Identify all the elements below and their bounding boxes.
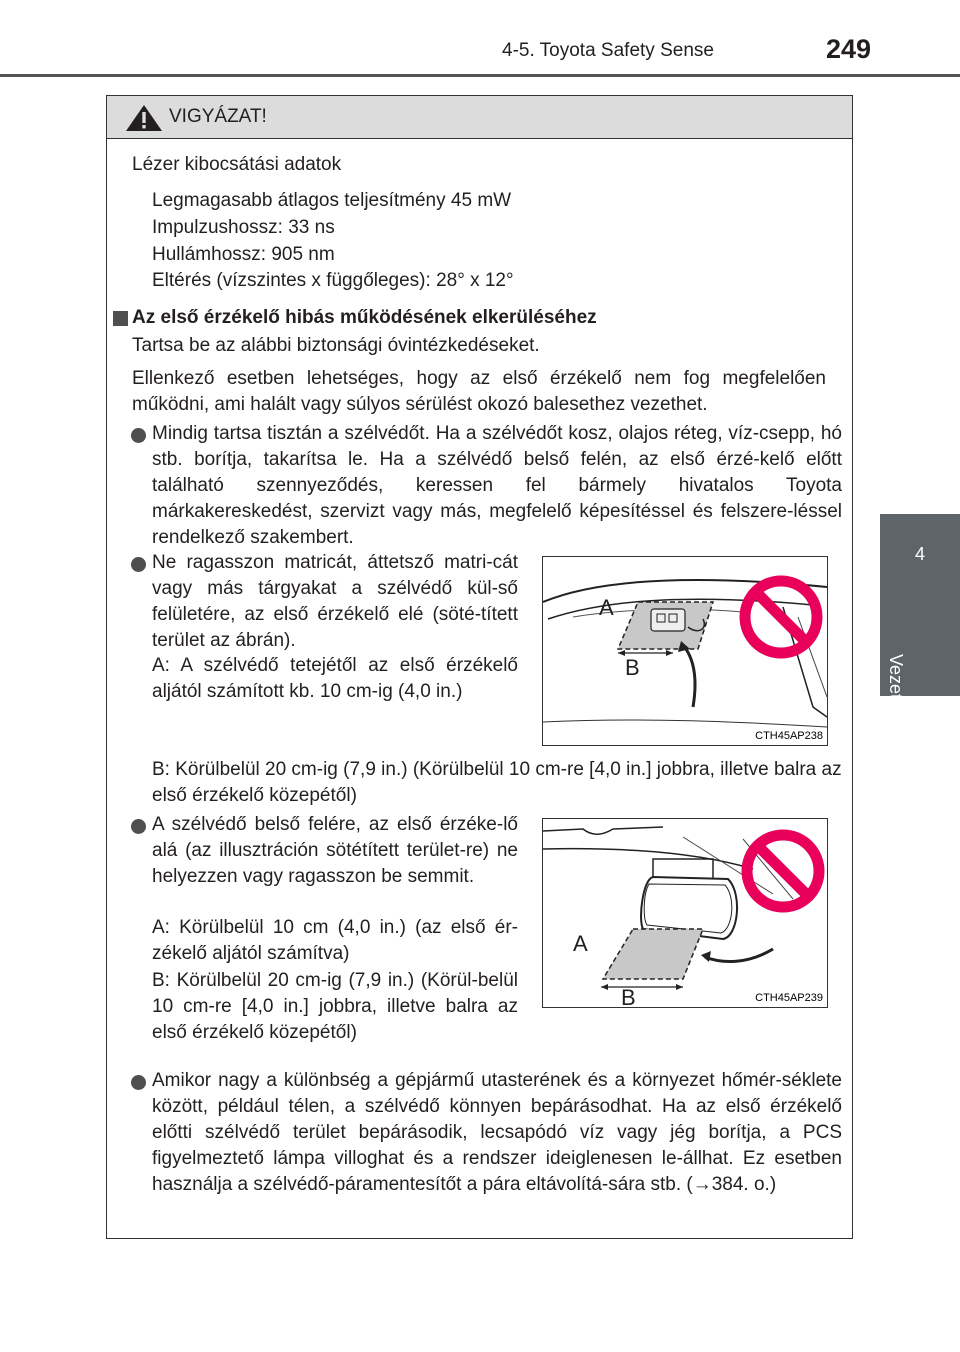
bullet-text: Mindig tartsa tisztán a szélvédőt. Ha a szélvédőt kosz, olajos réteg, víz-csepp, hó stb. borítja, takarítsa le. Ha a szélvédő belső felén, az első érzé-kelő előtt található szennyeződés, keressen fel bármely hivatalos Toyota márkakereskedést, szervizt vagy más, megfelelő képesítéssel és felszere-léssel rendelkező szakembert. <box>152 423 842 548</box>
laser-spec: Impulzushossz: 33 ns <box>152 217 335 238</box>
bullet-note-a: A: Körülbelül 10 cm (4,0 in.) (az első ér-zékelő aljától számítva) <box>152 917 518 964</box>
page-number: 249 <box>826 34 872 64</box>
warning-title: VIGYÁZAT! <box>169 106 267 127</box>
header-rule <box>0 74 960 77</box>
figure-2-label-a: A <box>573 931 588 956</box>
section-title: Az első érzékelő hibás működésének elkerüléséhez <box>132 307 597 328</box>
figure-1-code: CTH45AP238 <box>755 730 823 742</box>
figure-1-label-b: B <box>625 655 640 680</box>
figure-1-illustration <box>543 557 827 745</box>
figure-windshield-inside <box>542 818 828 1008</box>
warning-triangle-icon <box>125 104 163 132</box>
warning-header <box>107 96 852 139</box>
figure-1-label-a: A <box>599 595 614 620</box>
bullet-note-a: A: A szélvédő tetejétől az első érzékelő aljától számított kb. 10 cm-ig (4,0 in.) <box>152 655 518 702</box>
laser-spec: Hullámhossz: 905 nm <box>152 244 335 265</box>
bullet-note-b: B: Körülbelül 20 cm-ig (7,9 in.) (Körül-belül 10 cm-re [4,0 in.] jobbra, illetve balra az első érzékelő közepétől) <box>152 970 518 1043</box>
intro-text: Tartsa be az alábbi biztonsági óvintézkedéseket. <box>132 335 540 356</box>
bullet-text: Ne ragasszon matricát, áttetsző matri-cát vagy más tárgyakat a szélvédő kül-ső felületére, az első érzékelő elé (söté-tített terület az ábrán). <box>152 552 518 651</box>
bullet-note-b: B: Körülbelül 20 cm-ig (7,9 in.) (Körülbelül 10 cm-re [4,0 in.] jobbra, illetve balra az első érzékelő közepétől) <box>152 759 842 806</box>
figure-2-illustration <box>543 819 827 1007</box>
bullet-icon <box>131 1075 146 1090</box>
figure-2-label-b: B <box>621 985 636 1008</box>
laser-heading: Lézer kibocsátási adatok <box>132 154 342 175</box>
chapter-label: Vezetés <box>886 654 906 719</box>
bullet-text: A szélvédő belső felére, az első érzéke-lő alá (az illusztráción sötétített terület-re) ne helyezzen vagy ragasszon be semmit. <box>152 814 518 887</box>
laser-spec: Eltérés (vízszintes x függőleges): 28° x 12° <box>152 270 514 291</box>
laser-spec: Legmagasabb átlagos teljesítmény 45 mW <box>152 190 512 211</box>
chapter-tab <box>880 514 960 719</box>
intro-text: Ellenkező esetben lehetséges, hogy az első érzékelő nem fog megfelelően működni, ami halált vagy súlyos sérülést okozó balesethez vezethet. <box>132 368 826 415</box>
bullet-icon <box>131 428 146 443</box>
bullet-text: Amikor nagy a különbség a gépjármű utasterének és a környezet hőmér-séklete között, például télen, a szélvédő könnyen bepárásodhat. Ha az első érzékelő előtti szélvédő terület bepárásodik, lecsapódó víz vagy jég borítja, a PCS figyelmeztető lámpa villoghat és a rendszer ideiglenesen le-állhat. Ez esetben használja a szélvédő-páramentesítőt a pára eltávolítá-sára stb. (→384. o.) <box>152 1070 842 1195</box>
figure-windshield-outside <box>542 556 828 746</box>
bullet-icon <box>131 819 146 834</box>
header-section-title: 4-5. Toyota Safety Sense <box>502 40 714 61</box>
chapter-number: 4 <box>914 544 925 564</box>
section-square-icon <box>113 311 128 326</box>
figure-2-code: CTH45AP239 <box>755 992 823 1004</box>
bullet-icon <box>131 557 146 572</box>
